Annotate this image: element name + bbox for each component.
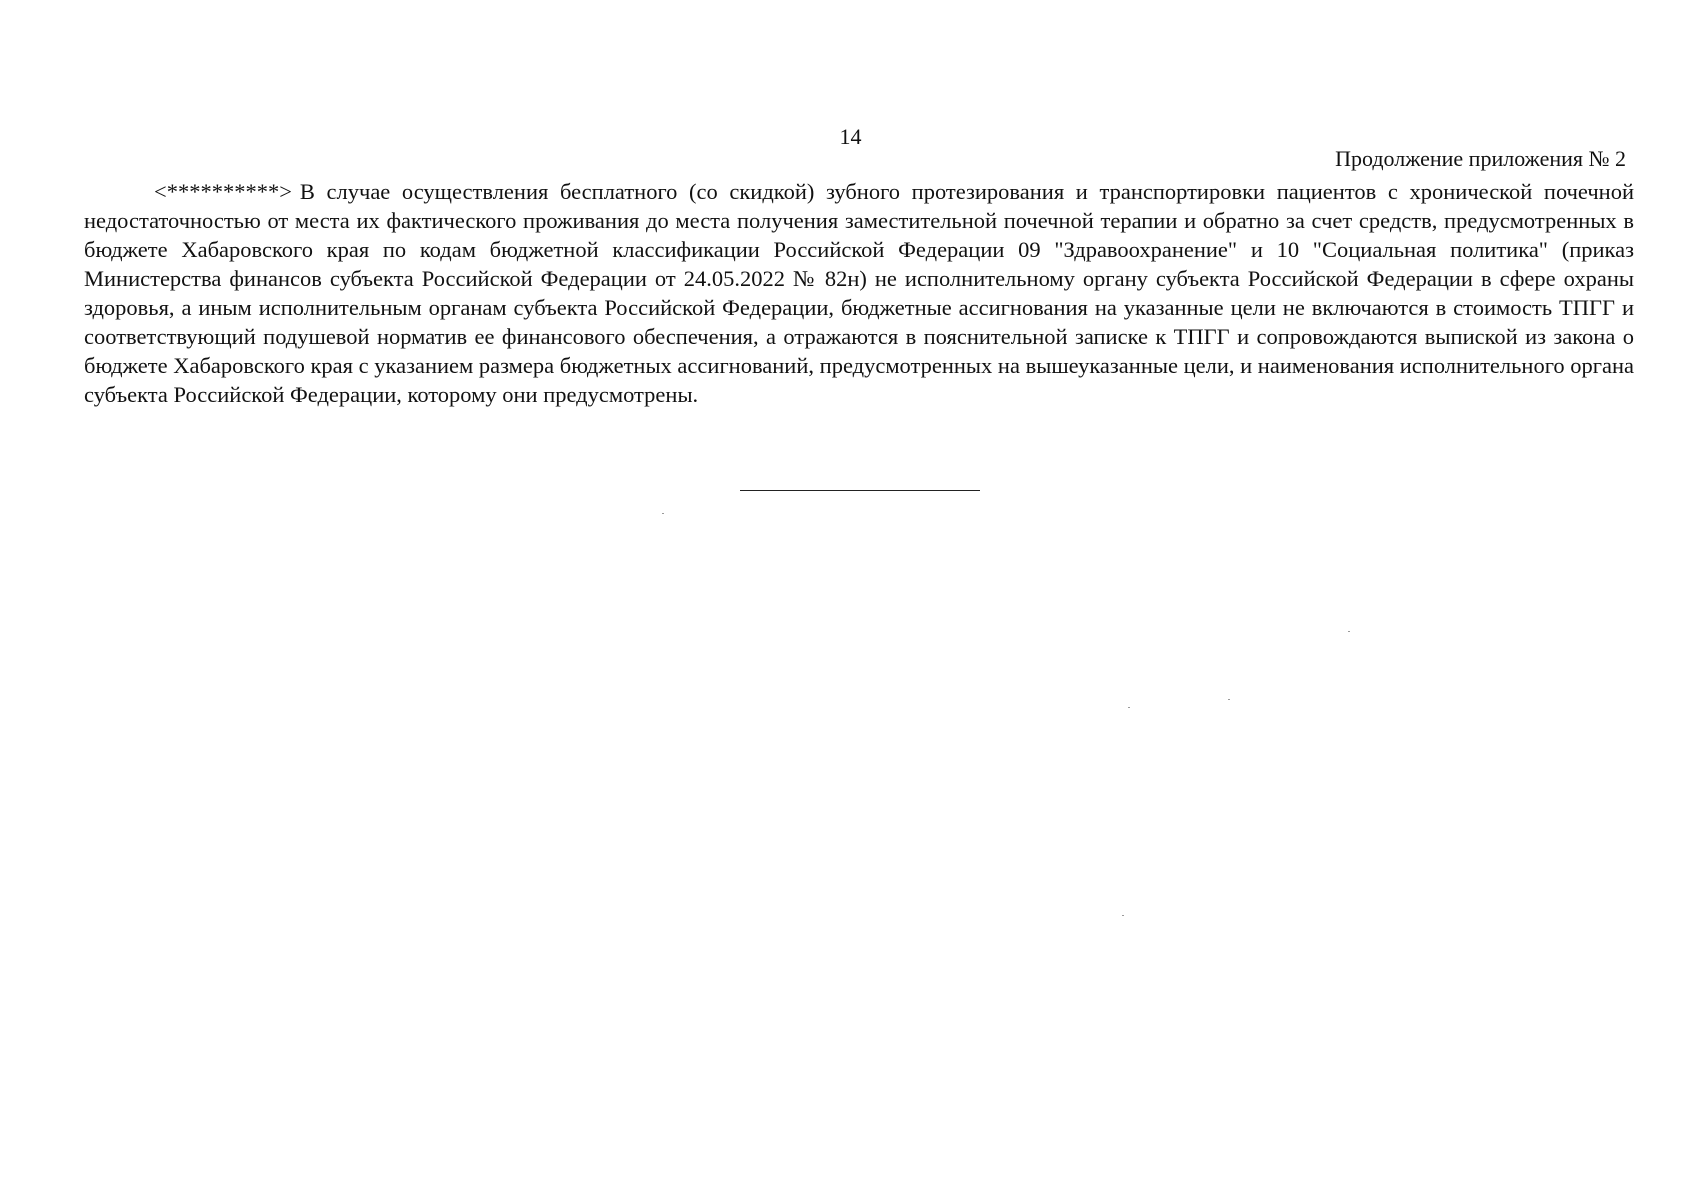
scan-speck <box>1122 915 1124 916</box>
scan-speck <box>662 513 664 514</box>
footnote-marker: <**********> <box>154 179 292 204</box>
page-number: 14 <box>839 124 862 149</box>
footnote-paragraph <box>84 177 1634 409</box>
end-of-text-rule <box>740 490 980 491</box>
scan-speck <box>1348 631 1350 632</box>
scan-speck <box>1128 707 1130 708</box>
footnote-text: В случае осуществления бесплатного (со скидкой) зубного протезирования и транспортировки пациентов с хронической почечной недостаточностью от места их фактического проживания до места получения заместительной почечной терапии и обратно за счет средств, предусмотренных в бюджете Хабаровского края по кодам бюджетной классификации Российской Федерации 09 "Здравоохранение" и 10 "Социальная политика" (приказ Министерства финансов субъекта Российской Федерации от 24.05.2022 № 82н) не исполнительному органу субъекта Российской Федерации в сфере охраны здоровья, а иным исполнительным органам субъекта Российской Федерации, бюджетные ассигнования на указанные цели не включаются в стоимость ТПГГ и соответствующий подушевой норматив ее финансового обеспечения, а отражаются в пояснительной записке к ТПГГ и сопровождаются выпиской из закона о бюджете Хабаровского края с указанием размера бюджетных ассигнований, предусмотренных на вышеуказанные цели, и наименования исполнительного органа субъекта Российской Федерации, которому они предусмотрены. <box>84 179 1634 407</box>
appendix-heading: Продолжение приложения № 2 <box>1335 146 1626 171</box>
scan-speck <box>1228 699 1230 700</box>
